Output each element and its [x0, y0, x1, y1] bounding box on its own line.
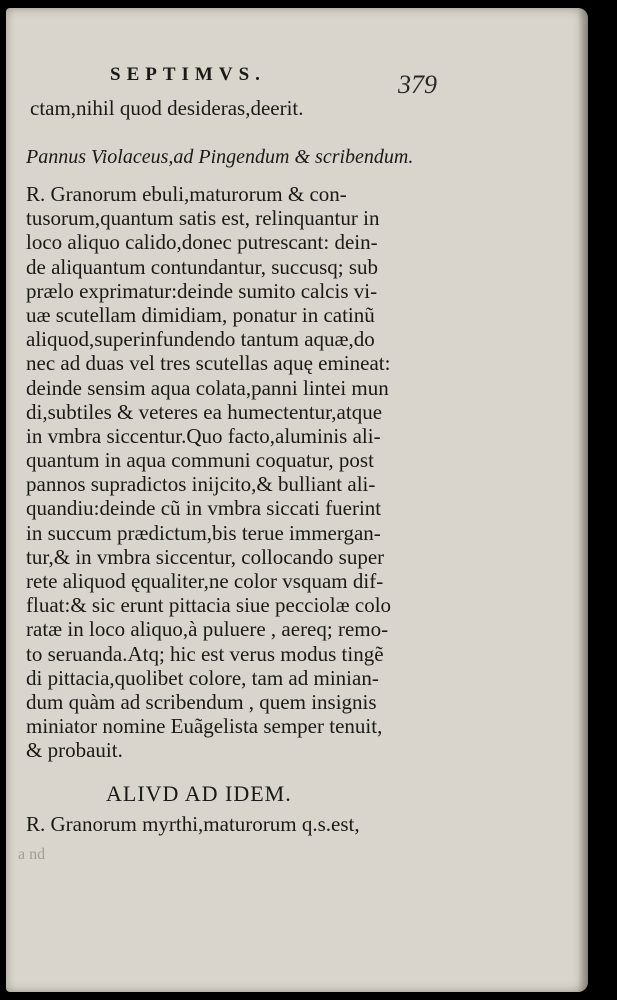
- text-line: fluat:& sic erunt pittacia siue pecciolæ colo: [26, 593, 392, 618]
- text-line: aliquod,superinfundendo tantum aquæ,do: [26, 327, 375, 352]
- text-line: tusorum,quantum satis est, relinquantur in: [26, 206, 380, 231]
- text-line: rete aliquod ęqualiter,ne color vsquam dif-: [26, 569, 384, 593]
- running-head: SEPTIMVS.: [110, 64, 266, 85]
- text-line: in succum prædictum,bis terue immergan-: [26, 520, 381, 545]
- text-line: di pittacia,quolibet colore, tam ad minian-: [26, 665, 379, 690]
- recipe-first-line: R. Granorum myrthi,maturorum q.s.est,: [26, 812, 360, 836]
- recipe-title: ALIVD AD IDEM.: [106, 781, 292, 806]
- recipe-body: [26, 182, 456, 763]
- text-line: miniator nomine Euãgelista semper tenuit,: [26, 714, 383, 739]
- ink-bleed-through: a nd: [18, 846, 46, 863]
- text-line: deinde sensim aqua colata,panni lintei mun: [26, 375, 389, 400]
- text-line: dum quàm ad scribendum , quem insignis: [26, 689, 377, 714]
- text-line: nec ad duas vel tres scutellas aquę emineat:: [26, 351, 391, 376]
- text-line: uæ scutellam dimidiam, ponatur in catinũ: [26, 302, 375, 327]
- text-line: tur,& in vmbra siccentur, collocando super: [26, 544, 385, 569]
- book-page: [6, 8, 588, 992]
- section-heading: Pannus Violaceus,ad Pingendum & scribendum.: [26, 146, 414, 168]
- text-line: to seruanda.Atq; hic est verus modus tingẽ: [26, 641, 384, 666]
- text-line: prælo exprimatur:deinde sumito calcis vi-: [26, 278, 378, 303]
- text-line: R. Granorum ebuli,maturorum & con-: [26, 182, 347, 206]
- text-line: pannos supradictos inijcito,& bulliant ali-: [26, 472, 376, 497]
- page-number: 379: [398, 70, 437, 99]
- text-line: quantum in aqua communi coquatur, post: [26, 448, 374, 473]
- text-line: de aliquantum contundantur, succusq; sub: [26, 254, 379, 279]
- continuation-line: ctam,nihil quod desideras,deerit.: [30, 96, 304, 120]
- text-line: di,subtiles & veteres ea humectentur,atque: [26, 399, 383, 424]
- text-line: ratæ in loco aliquo,à puluere , aereq; remo-: [26, 617, 389, 642]
- text-line: quandiu:deinde cũ in vmbra siccati fuerint: [26, 496, 382, 521]
- text-line: & probauit.: [26, 738, 123, 763]
- text-line: in vmbra siccentur.Quo facto,aluminis ali-: [26, 423, 381, 448]
- text-line: loco aliquo calido,donec putrescant: dein-: [26, 230, 378, 255]
